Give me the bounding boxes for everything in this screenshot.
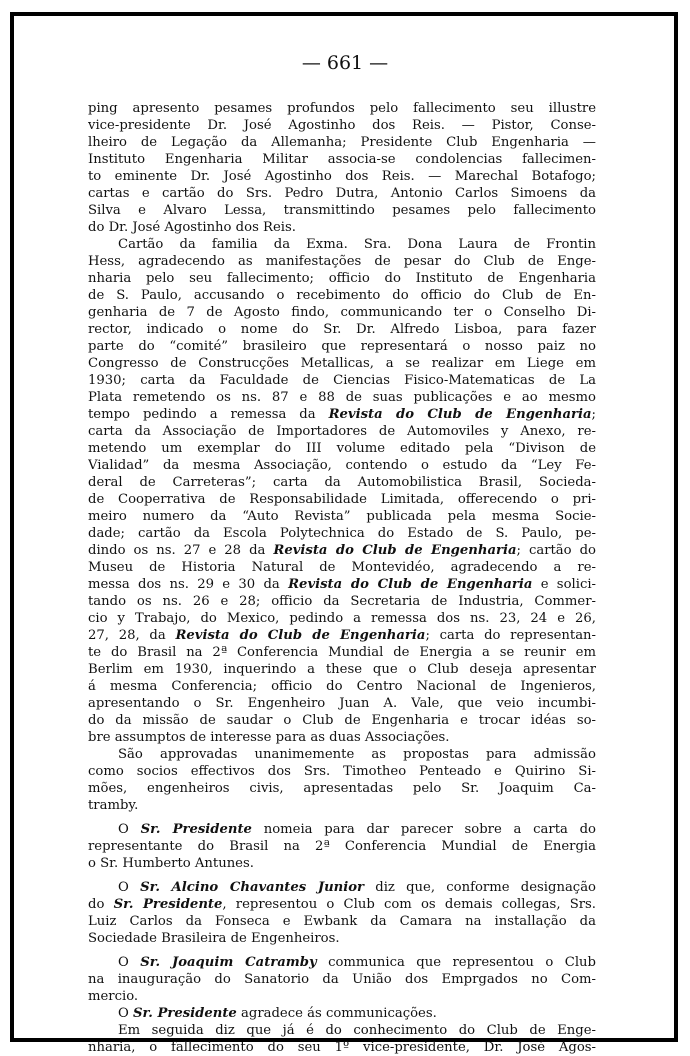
text-line: deral de Carreteras”; carta da Automobilistica Brasil, Socieda-	[88, 475, 596, 490]
text-line: metendo um exemplar do III volume editado pela “Divison de	[88, 441, 596, 456]
text-line: Vialidad” da mesma Associação, contendo o estudo da “Ley Fe-	[88, 458, 596, 473]
text-line: ping apresento pesames profundos pelo fallecimento seu illustre	[88, 101, 596, 116]
text-line: O Sr. Alcino Chavantes Junior diz que, conforme designação	[118, 880, 596, 895]
text-line: te do Brasil na 2ª Conferencia Mundial de Energia a se reunir em	[88, 645, 596, 660]
text-line: O Sr. Presidente agradece ás communicações.	[118, 1006, 437, 1021]
text-line: Sociedade Brasileira de Engenheiros.	[88, 931, 340, 946]
text-line: 1930; carta da Faculdade de Ciencias Fisico-Matematicas de La	[88, 373, 596, 388]
text-line: vice-presidente Dr. José Agostinho dos Reis. — Pistor, Conse-	[88, 118, 596, 133]
text-line: mercio.	[88, 989, 139, 1004]
text-line: representante do Brasil na 2ª Conferencia Mundial de Energia	[88, 839, 596, 854]
body-text	[88, 100, 596, 1056]
text-line: carta da Associação de Importadores de Automoviles y Anexo, re-	[88, 424, 596, 439]
text-line: do da missão de saudar o Club de Engenharia e trocar idéas so-	[88, 713, 596, 728]
text-line: nharia, o fallecimento do seu 1º vice-presidente, Dr. José Agos-	[88, 1040, 596, 1055]
text-line: genharia de 7 de Agosto findo, communicando ter o Conselho Di-	[88, 305, 596, 320]
text-line: O Sr. Joaquim Catramby communica que representou o Club	[118, 955, 596, 970]
text-line: São approvadas unanimemente as propostas para admissão	[118, 747, 596, 762]
text-line: O Sr. Presidente nomeia para dar parecer sobre a carta do	[118, 822, 596, 837]
text-line: Hess, agradecendo as manifestações de pesar do Club de Enge-	[88, 254, 596, 269]
text-line: tempo pedindo a remessa da Revista do Club de Engenharia;	[88, 407, 596, 422]
text-line: apresentando o Sr. Engenheiro Juan A. Vale, que veio incumbi-	[88, 696, 596, 711]
text-line: tando os ns. 26 e 28; officio da Secretaria de Industria, Commer-	[88, 594, 596, 609]
text-line: bre assumptos de interesse para as duas Associações.	[88, 730, 450, 745]
text-line: Plata remetendo os ns. 87 e 88 de suas publicações e ao mesmo	[88, 390, 596, 405]
text-line: meiro numero da “Auto Revista” publicada pela mesma Socie-	[88, 509, 596, 524]
text-line: parte do “comité” brasileiro que representará o nosso paiz no	[88, 339, 596, 354]
text-line: rector, indicado o nome do Sr. Dr. Alfredo Lisboa, para fazer	[88, 322, 596, 337]
text-line: Instituto Engenharia Militar associa-se condolencias fallecimen-	[88, 152, 596, 167]
text-line: to eminente Dr. José Agostinho dos Reis. — Marechal Botafogo;	[88, 169, 596, 184]
text-line: como socios effectivos dos Srs. Timotheo Penteado e Quirino Si-	[88, 764, 596, 779]
text-line: Congresso de Construcções Metallicas, a se realizar em Liege em	[88, 356, 596, 371]
text-line: de Cooperrativa de Responsabilidade Limitada, offerecendo o pri-	[88, 492, 596, 507]
text-line: Museu de Historia Natural de Montevidéo, agradecendo a re-	[88, 560, 596, 575]
text-line: á mesma Conferencia; officio do Centro Nacional de Ingenieros,	[88, 679, 596, 694]
text-line: Cartão da familia da Exma. Sra. Dona Laura de Frontin	[118, 237, 596, 252]
text-line: mões, engenheiros civis, apresentadas pelo Sr. Joaquim Ca-	[88, 781, 596, 796]
text-line: cartas e cartão do Srs. Pedro Dutra, Antonio Carlos Simoens da	[88, 186, 596, 201]
text-line: dindo os ns. 27 e 28 da Revista do Club de Engenharia; cartão do	[88, 543, 596, 558]
text-line: Berlim em 1930, inquerindo a these que o Club deseja apresentar	[88, 662, 596, 677]
text-line: do Dr. José Agostinho dos Reis.	[88, 220, 296, 235]
text-line: na inauguração do Sanatorio da União dos Emprgados no Com-	[88, 972, 596, 987]
text-line: 27, 28, da Revista do Club de Engenharia; carta do representan-	[88, 628, 596, 643]
page-number: — 661 —	[301, 52, 389, 74]
text-line: de S. Paulo, accusando o recebimento do officio do Club de En-	[88, 288, 596, 303]
text-line: Em seguida diz que já é do conhecimento do Club de Enge-	[118, 1023, 596, 1038]
text-line: nharia pelo seu fallecimento; officio do Instituto de Engenharia	[88, 271, 596, 286]
text-line: o Sr. Humberto Antunes.	[88, 856, 254, 871]
text-line: dade; cartão da Escola Polytechnica do Estado de S. Paulo, pe-	[88, 526, 596, 541]
text-line: Silva e Alvaro Lessa, transmittindo pesames pelo fallecimento	[88, 203, 596, 218]
text-line: messa dos ns. 29 e 30 da Revista do Club de Engenharia e solici-	[88, 577, 596, 592]
text-line: Luiz Carlos da Fonseca e Ewbank da Camara na installação da	[88, 914, 596, 929]
text-line: do Sr. Presidente, representou o Club com os demais collegas, Srs.	[88, 897, 596, 912]
text-line: cio y Trabajo, do Mexico, pedindo a remessa dos ns. 23, 24 e 26,	[88, 611, 596, 626]
text-line: lheiro de Legação da Allemanha; Presidente Club Engenharia —	[88, 135, 596, 150]
text-line: tramby.	[88, 798, 139, 813]
